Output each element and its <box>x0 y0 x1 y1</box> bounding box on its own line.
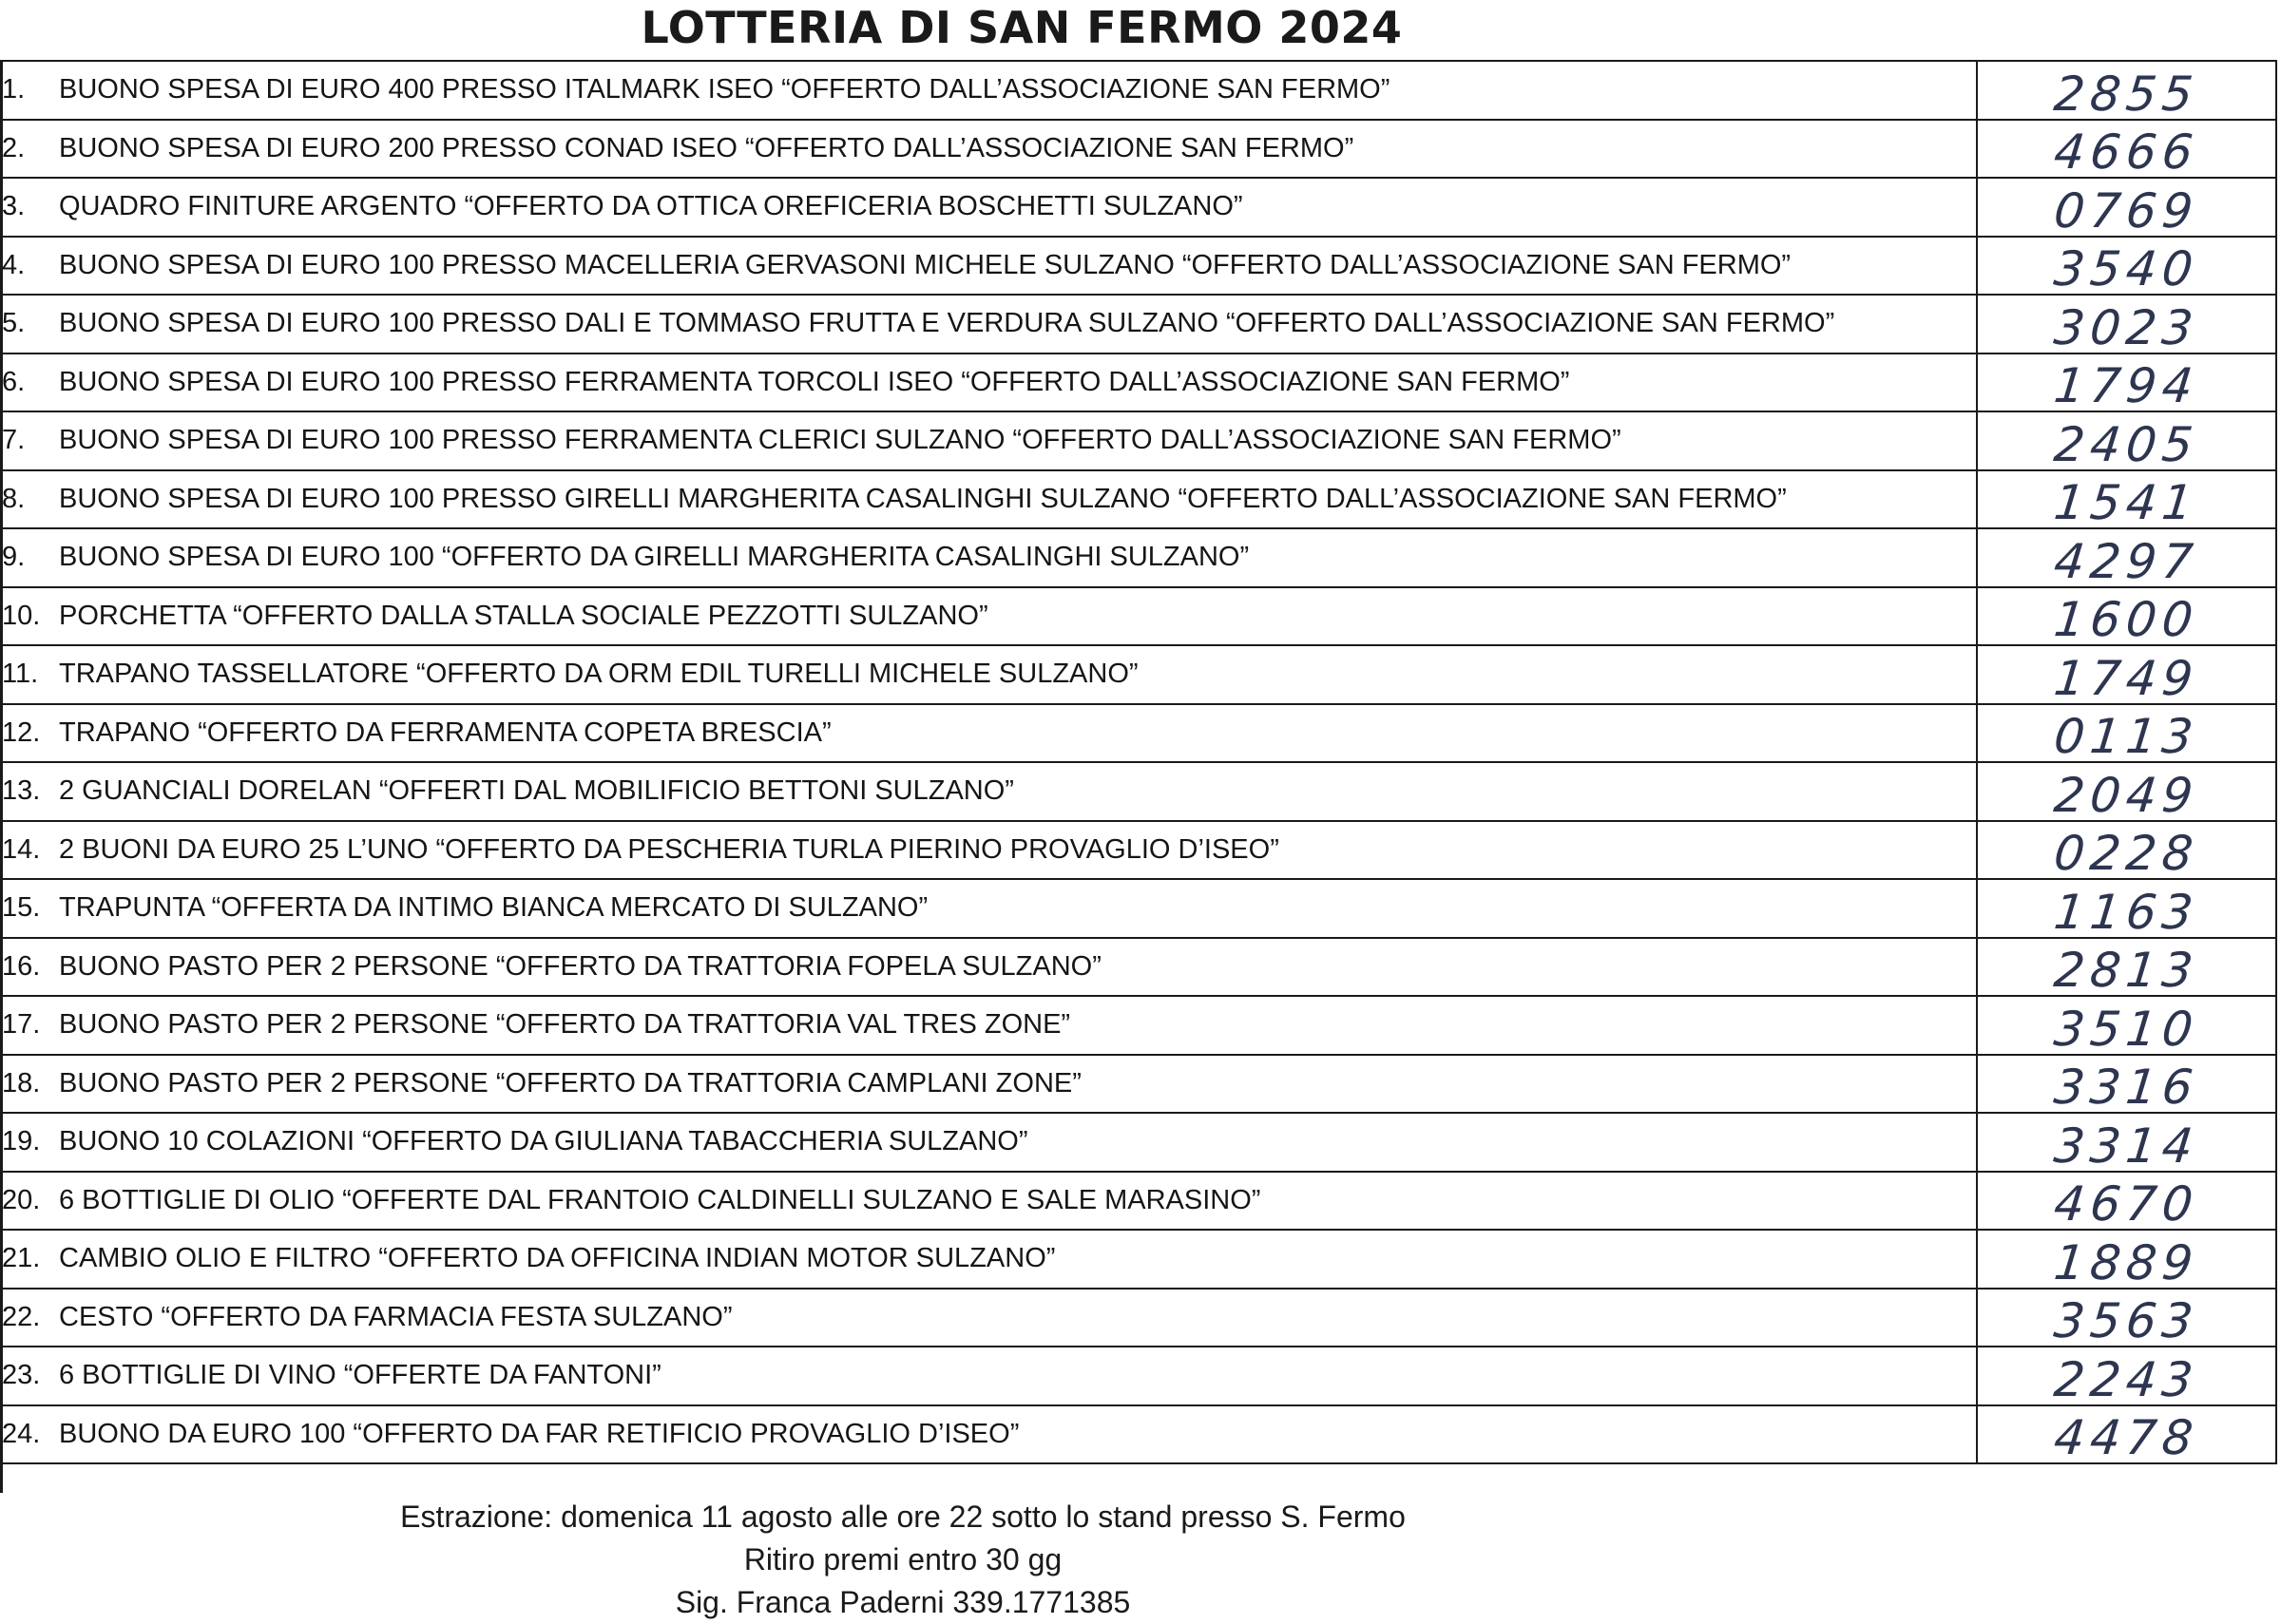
winning-number: 2813 <box>2051 943 2201 999</box>
prize-index: 2. <box>2 132 26 163</box>
winning-number: 3316 <box>2051 1060 2201 1116</box>
winning-number: 2243 <box>2051 1351 2201 1407</box>
prize-description: BUONO SPESA DI EURO 100 “OFFERTO DA GIRELLI MARGHERITA CASALINGHI SULZANO” <box>59 542 1250 573</box>
prize-description-cell <box>0 1055 1977 1114</box>
winning-number-cell <box>1977 879 2276 938</box>
winning-number: 4670 <box>2051 1176 2201 1232</box>
prize-index: 11. <box>2 659 39 690</box>
winning-number-cell <box>1977 1405 2276 1464</box>
winning-number-cell <box>1977 938 2276 997</box>
prize-row <box>0 470 2276 529</box>
winning-number: 3023 <box>2051 299 2201 355</box>
prize-description: CESTO “OFFERTO DA FARMACIA FESTA SULZANO” <box>59 1301 733 1332</box>
winning-number-cell <box>1977 704 2276 763</box>
prize-row <box>0 1347 2276 1405</box>
prize-description-cell <box>0 1289 1977 1347</box>
prize-description: BUONO PASTO PER 2 PERSONE “OFFERTO DA TRATTORIA CAMPLANI ZONE” <box>59 1067 1082 1099</box>
prize-description-cell <box>0 879 1977 938</box>
prize-description-cell <box>0 1405 1977 1464</box>
prize-description: 2 GUANCIALI DORELAN “OFFERTI DAL MOBILIFICIO BETTONI SULZANO” <box>59 775 1014 807</box>
winning-number-cell <box>1977 1113 2276 1172</box>
prize-description-cell <box>0 178 1977 237</box>
prize-description-cell <box>0 996 1977 1055</box>
winning-number: 1749 <box>2051 650 2201 706</box>
prize-row <box>0 411 2276 470</box>
prize-index: 7. <box>2 425 26 456</box>
prize-index: 16. <box>2 950 41 982</box>
prize-row <box>0 1172 2276 1231</box>
prize-row <box>0 821 2276 880</box>
prize-index: 20. <box>2 1184 41 1215</box>
prize-index: 15. <box>2 892 41 924</box>
prize-row <box>0 762 2276 821</box>
prize-index: 19. <box>2 1126 41 1157</box>
prize-row <box>0 996 2276 1055</box>
prize-description: TRAPUNTA “OFFERTA DA INTIMO BIANCA MERCATO DI SULZANO” <box>59 892 929 924</box>
prize-index: 17. <box>2 1009 41 1041</box>
prize-description: 2 BUONI DA EURO 25 L’UNO “OFFERTO DA PESCHERIA TURLA PIERINO PROVAGLIO D’ISEO” <box>59 833 1279 865</box>
prize-row <box>0 295 2276 353</box>
prize-description-cell <box>0 470 1977 529</box>
prize-description: BUONO PASTO PER 2 PERSONE “OFFERTO DA TRATTORIA FOPELA SULZANO” <box>59 950 1102 982</box>
prize-description: BUONO SPESA DI EURO 100 PRESSO FERRAMENTA TORCOLI ISEO “OFFERTO DALL’ASSOCIAZIONE SAN FERMO” <box>59 366 1570 397</box>
winning-number-cell <box>1977 587 2276 646</box>
winning-number-cell <box>1977 1172 2276 1231</box>
prize-description-cell <box>0 61 1977 120</box>
contact-info: Sig. Franca Paderni 339.1771385 <box>675 1585 1131 1619</box>
prize-description: 6 BOTTIGLIE DI OLIO “OFFERTE DAL FRANTOIO CALDINELLI SULZANO E SALE MARASINO” <box>59 1184 1261 1215</box>
prize-index: 24. <box>2 1418 41 1449</box>
prize-description-cell <box>0 1347 1977 1405</box>
prize-row <box>0 1405 2276 1464</box>
prize-description-cell <box>0 645 1977 704</box>
prize-index: 12. <box>2 716 41 748</box>
winning-number-cell <box>1977 1055 2276 1114</box>
prize-description: BUONO SPESA DI EURO 100 PRESSO FERRAMENTA CLERICI SULZANO “OFFERTO DALL’ASSOCIAZIONE SAN FERMO” <box>59 425 1621 456</box>
prize-row <box>0 237 2276 296</box>
prize-row <box>0 879 2276 938</box>
prize-index: 9. <box>2 542 26 573</box>
winning-number: 2049 <box>2051 767 2201 823</box>
prize-row <box>0 528 2276 587</box>
prize-index: 13. <box>2 775 41 807</box>
winning-number-cell <box>1977 295 2276 353</box>
winning-number: 1889 <box>2051 1234 2201 1290</box>
prize-description-cell <box>0 762 1977 821</box>
winning-number-cell <box>1977 528 2276 587</box>
prize-description-cell <box>0 528 1977 587</box>
winning-number: 2855 <box>2051 66 2201 122</box>
winning-number: 4297 <box>2051 533 2201 589</box>
prize-index: 5. <box>2 308 26 339</box>
prize-description-cell <box>0 120 1977 179</box>
prize-index: 6. <box>2 366 26 397</box>
prize-description: BUONO SPESA DI EURO 100 PRESSO GIRELLI MARGHERITA CASALINGHI SULZANO “OFFERTO DALL’ASSOCIAZIONE SAN FERMO” <box>59 483 1787 514</box>
prize-index: 10. <box>2 600 41 631</box>
prize-description: TRAPANO TASSELLATORE “OFFERTO DA ORM EDIL TURELLI MICHELE SULZANO” <box>59 659 1139 690</box>
winning-number-cell <box>1977 470 2276 529</box>
prize-index: 1. <box>2 74 26 105</box>
winning-number-cell <box>1977 120 2276 179</box>
winning-number-cell <box>1977 411 2276 470</box>
prize-row <box>0 178 2276 237</box>
prize-row <box>0 1289 2276 1347</box>
prize-index: 8. <box>2 483 26 514</box>
prize-index: 21. <box>2 1243 41 1274</box>
prize-description: TRAPANO “OFFERTO DA FERRAMENTA COPETA BRESCIA” <box>59 716 832 748</box>
prize-description-cell <box>0 411 1977 470</box>
prize-description: BUONO SPESA DI EURO 100 PRESSO DALI E TOMMASO FRUTTA E VERDURA SULZANO “OFFERTO DALL’ASSOCIAZIONE SAN FERMO” <box>59 308 1835 339</box>
winning-number: 0769 <box>2051 182 2201 239</box>
page-title: LOTTERIA DI SAN FERMO 2024 <box>641 2 1403 53</box>
prize-row <box>0 61 2276 120</box>
prize-description: BUONO DA EURO 100 “OFFERTO DA FAR RETIFICIO PROVAGLIO D’ISEO” <box>59 1418 1020 1449</box>
winning-number: 3314 <box>2051 1118 2201 1174</box>
prize-description: PORCHETTA “OFFERTO DALLA STALLA SOCIALE PEZZOTTI SULZANO” <box>59 600 988 631</box>
winning-number: 1600 <box>2051 592 2201 648</box>
winning-number: 4666 <box>2051 124 2201 181</box>
prize-description: BUONO SPESA DI EURO 400 PRESSO ITALMARK ISEO “OFFERTO DALL’ASSOCIAZIONE SAN FERMO” <box>59 74 1390 105</box>
prize-description-cell <box>0 237 1977 296</box>
winning-number-cell <box>1977 645 2276 704</box>
prize-row <box>0 704 2276 763</box>
prize-index: 4. <box>2 249 26 280</box>
winning-number-cell <box>1977 996 2276 1055</box>
winning-number-cell <box>1977 178 2276 237</box>
winning-number-cell <box>1977 821 2276 880</box>
prize-rows <box>0 61 2276 1466</box>
prize-row <box>0 353 2276 412</box>
prize-description: BUONO SPESA DI EURO 100 PRESSO MACELLERIA GERVASONI MICHELE SULZANO “OFFERTO DALL’ASSOCIAZIONE SAN FERMO” <box>59 249 1792 280</box>
winning-number-cell <box>1977 1347 2276 1405</box>
prize-index: 22. <box>2 1301 41 1332</box>
prize-row <box>0 1230 2276 1289</box>
prize-description-cell <box>0 587 1977 646</box>
winning-number-cell <box>1977 1289 2276 1347</box>
prize-description-cell <box>0 821 1977 880</box>
prize-description: BUONO PASTO PER 2 PERSONE “OFFERTO DA TRATTORIA VAL TRES ZONE” <box>59 1009 1071 1041</box>
winning-number-cell <box>1977 237 2276 296</box>
prize-description: QUADRO FINITURE ARGENTO “OFFERTO DA OTTICA OREFICERIA BOSCHETTI SULZANO” <box>59 191 1243 222</box>
prize-description-cell <box>0 295 1977 353</box>
winning-number-cell <box>1977 1230 2276 1289</box>
prize-description-cell <box>0 1172 1977 1231</box>
winning-number: 0113 <box>2051 709 2201 765</box>
prize-description: BUONO SPESA DI EURO 200 PRESSO CONAD ISEO “OFFERTO DALL’ASSOCIAZIONE SAN FERMO” <box>59 132 1354 163</box>
prize-description: CAMBIO OLIO E FILTRO “OFFERTO DA OFFICINA INDIAN MOTOR SULZANO” <box>59 1243 1056 1274</box>
prize-row <box>0 587 2276 646</box>
prize-index: 14. <box>2 833 41 865</box>
prize-table <box>0 60 2277 1464</box>
prize-description-cell <box>0 1113 1977 1172</box>
winning-number: 1541 <box>2051 475 2201 531</box>
winning-number: 1794 <box>2051 358 2201 414</box>
winning-number: 3563 <box>2051 1293 2201 1349</box>
prize-description: 6 BOTTIGLIE DI VINO “OFFERTE DA FANTONI” <box>59 1360 661 1391</box>
prize-description-cell <box>0 704 1977 763</box>
prize-row <box>0 120 2276 179</box>
prize-row <box>0 938 2276 997</box>
prize-description-cell <box>0 353 1977 412</box>
winning-number: 3540 <box>2051 241 2201 297</box>
winning-number: 1163 <box>2051 884 2201 940</box>
winning-number-cell <box>1977 61 2276 120</box>
prize-index: 3. <box>2 191 26 222</box>
winning-number: 2405 <box>2051 416 2201 472</box>
prize-row <box>0 1113 2276 1172</box>
winning-number: 0228 <box>2051 826 2201 882</box>
winning-number-cell <box>1977 762 2276 821</box>
prize-description-cell <box>0 1230 1977 1289</box>
prize-row <box>0 1055 2276 1114</box>
prize-index: 23. <box>2 1360 41 1391</box>
draw-info: Estrazione: domenica 11 agosto alle ore 22 sotto lo stand presso S. Fermo <box>400 1500 1406 1534</box>
prize-row <box>0 645 2276 704</box>
winning-number-cell <box>1977 353 2276 412</box>
winning-number: 3510 <box>2051 1001 2201 1057</box>
prize-description-cell <box>0 938 1977 997</box>
prize-index: 18. <box>2 1067 41 1099</box>
winning-number: 4478 <box>2051 1410 2201 1466</box>
prize-collection-info: Ritiro premi entro 30 gg <box>743 1542 1063 1576</box>
prize-description: BUONO 10 COLAZIONI “OFFERTO DA GIULIANA TABACCHERIA SULZANO” <box>59 1126 1028 1157</box>
footer <box>0 1496 1806 1624</box>
